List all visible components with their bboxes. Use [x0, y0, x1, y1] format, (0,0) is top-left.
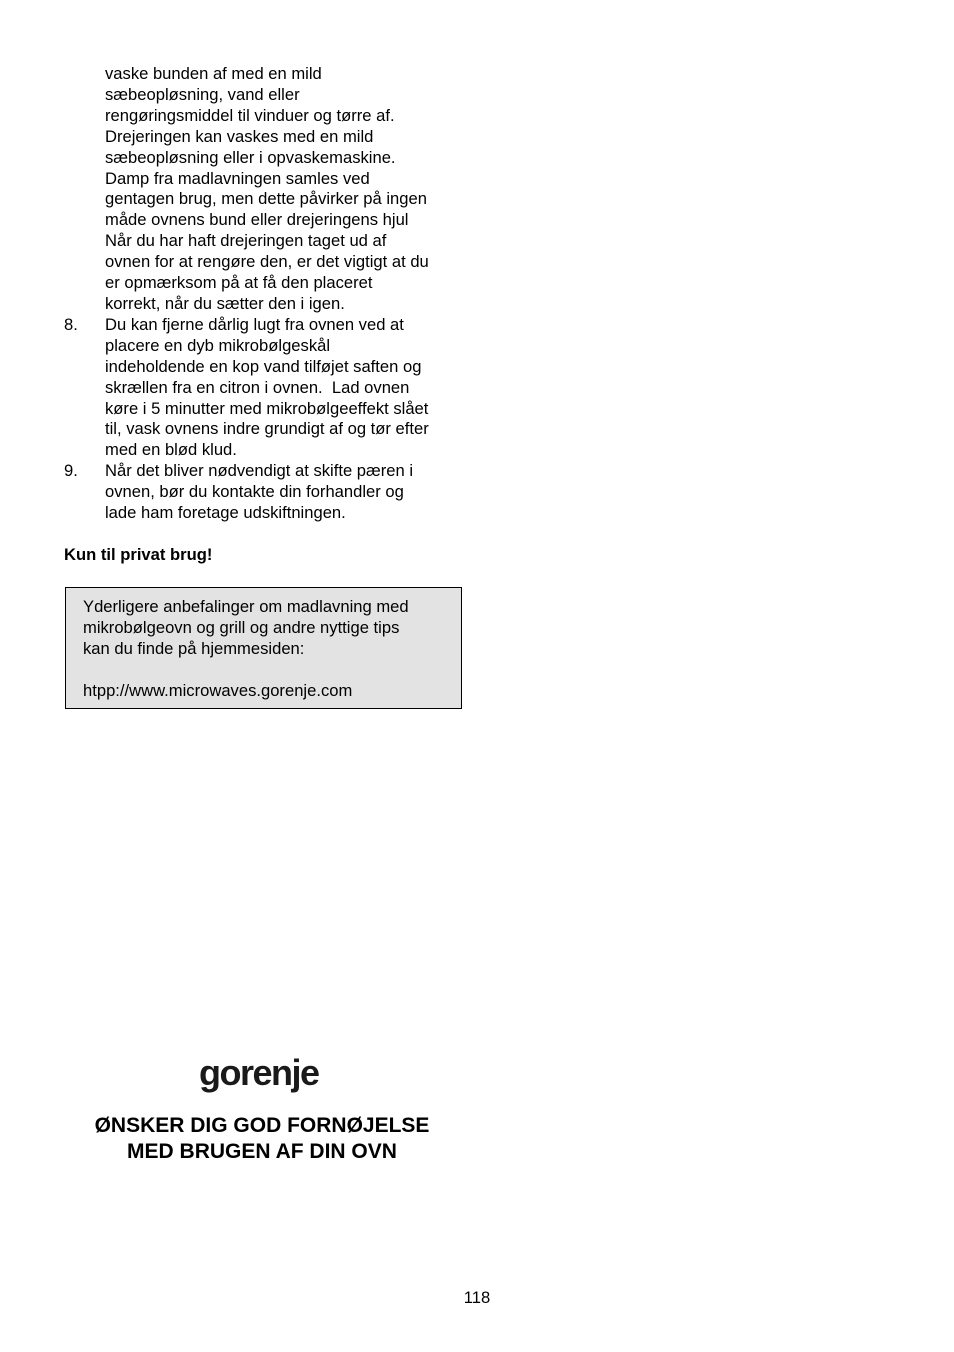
- gorenje-logo: gorenje: [199, 1052, 319, 1093]
- text-line: indeholdende en kop vand tilføjet saften og: [105, 356, 422, 376]
- text-line: Drejeringen kan vaskes med en mild: [105, 126, 374, 146]
- list-item-8: [64, 315, 464, 461]
- text-line: vaske bunden af med en mild: [105, 64, 322, 83]
- text-line: korrekt, når du sætter den i igen.: [105, 293, 345, 313]
- text-line: sæbeopløsning, vand eller: [105, 84, 300, 104]
- text-line: køre i 5 minutter med mikrobølgeeffekt slået: [105, 398, 429, 418]
- closing-line-1: ØNSKER DIG GOD FORNØJELSE: [94, 1114, 430, 1137]
- text-line: med en blød klud.: [105, 440, 237, 460]
- info-line: kan du finde på hjemmesiden:: [83, 638, 305, 658]
- text-line: placere en dyb mikrobølgeskål: [105, 335, 331, 355]
- text-column: [64, 64, 464, 566]
- page-number: 118: [463, 1288, 491, 1307]
- info-line: Yderligere anbefalinger om madlavning med: [83, 597, 409, 616]
- private-use-note: Kun til privat brug!: [64, 544, 213, 564]
- info-box: [65, 587, 462, 709]
- continuation-paragraph: [64, 64, 464, 315]
- text-line: skrællen fra en citron i ovnen. Lad ovnen: [105, 377, 410, 397]
- website-url: htpp://www.microwaves.gorenje.com: [83, 680, 353, 700]
- closing-line-2: MED BRUGEN AF DIN OVN: [127, 1140, 397, 1163]
- text-line: Når du har haft drejeringen taget ud af: [105, 231, 387, 251]
- list-item-9: [64, 461, 464, 524]
- text-line: Damp fra madlavningen samles ved: [105, 168, 370, 188]
- text-line: sæbeopløsning eller i opvaskemaskine.: [105, 147, 396, 167]
- text-line: gentagen brug, men dette påvirker på ingen: [105, 189, 427, 209]
- list-number: 8.: [64, 314, 78, 334]
- text-line: Når det bliver nødvendigt at skifte pæren i: [105, 461, 414, 481]
- text-line: til, vask ovnens indre grundigt af og tør efter: [105, 419, 429, 439]
- text-line: måde ovnens bund eller drejeringens hjul: [105, 210, 409, 230]
- list-number: 9.: [64, 461, 78, 481]
- info-line: mikrobølgeovn og grill og andre nyttige tips: [83, 617, 400, 637]
- text-line: rengøringsmiddel til vinduer og tørre af.: [105, 105, 395, 125]
- closing-message: [64, 1113, 460, 1165]
- text-line: er opmærksom på at få den placeret: [105, 273, 373, 293]
- text-line: lade ham foretage udskiftningen.: [105, 503, 346, 523]
- text-line: ovnen, bør du kontakte din forhandler og: [105, 482, 404, 502]
- text-line: ovnen for at rengøre den, er det vigtigt at du: [105, 252, 429, 272]
- text-line: Du kan fjerne dårlig lugt fra ovnen ved at: [105, 314, 404, 334]
